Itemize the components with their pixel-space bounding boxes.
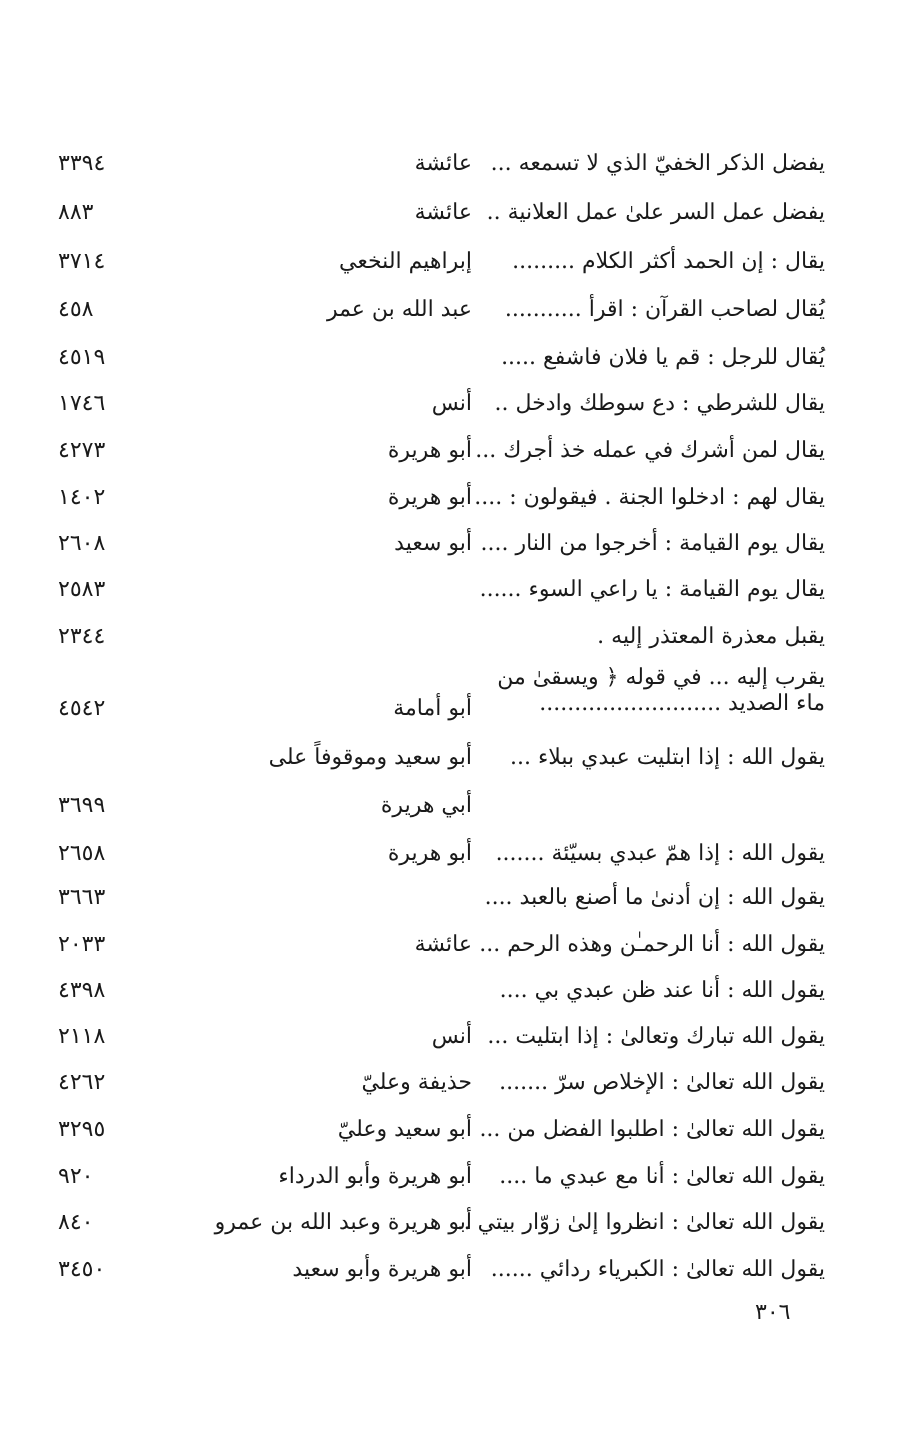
entry-number: ٢٦٠٨ (58, 531, 106, 556)
entry-number: ٣٧١٤ (58, 249, 106, 274)
index-entry (0, 570, 897, 610)
index-entry (0, 878, 897, 918)
entry-text: يقال لمن أشرك في عمله خذ أجرك ... (475, 438, 825, 463)
index-entry (0, 925, 897, 965)
entry-text: يقال يوم القيامة : أخرجوا من النار .... (480, 531, 825, 556)
entry-narrator: حذيفة وعليّ (361, 1070, 472, 1095)
entry-number: ٣٣٩٤ (58, 151, 106, 176)
entry-text: يقول الله تعالىٰ : أنا مع عبدي ما .... (499, 1164, 825, 1189)
entry-number: ٩٢٠ (58, 1164, 94, 1189)
entry-narrator: أبو سعيد (394, 531, 472, 556)
entry-narrator: أبو سعيد وموقوفاً على (268, 745, 472, 770)
entry-number: ٢١١٨ (58, 1024, 106, 1049)
index-entry (0, 478, 897, 518)
entry-narrator: أنس (431, 391, 472, 416)
entry-text: يقبل معذرة المعتذر إليه . (597, 624, 825, 649)
entry-narrator: أبو هريرة (387, 485, 472, 510)
entry-narrator: عبد الله بن عمر (326, 297, 472, 322)
entry-narrator: أبو هريرة (387, 438, 472, 463)
entry-text: يُقال للرجل : قم يا فلان فاشفع ..... (501, 345, 825, 370)
entry-narrator: أبو أمامة (393, 696, 472, 721)
index-entry (0, 338, 897, 378)
entry-number: ٤٥٤٢ (58, 696, 106, 721)
entry-text: يقول الله تعالىٰ : اطلبوا الفضل من ... (479, 1117, 825, 1142)
entry-number: ٢٠٣٣ (58, 932, 106, 957)
entry-narrator: عائشة (414, 932, 472, 957)
entry-number: ٤٢٧٣ (58, 438, 106, 463)
index-entry (0, 971, 897, 1011)
index-entry (0, 384, 897, 424)
index-entry (0, 1110, 897, 1150)
page-number: ٣٠٦ (755, 1300, 791, 1325)
entry-number: ٢٣٤٤ (58, 624, 106, 649)
index-entry (0, 1157, 897, 1197)
index-entry (0, 144, 897, 184)
entry-number: ٤٣٩٨ (58, 978, 106, 1003)
entry-text: يقول الله : إن أدنىٰ ما أصنع بالعبد .... (484, 885, 825, 910)
entry-narrator: عائشة (414, 151, 472, 176)
index-entry (0, 1063, 897, 1103)
index-entry (0, 1203, 897, 1243)
index-entry (0, 242, 897, 282)
entry-text: يقال لهم : ادخلوا الجنة . فيقولون : .... (474, 485, 825, 510)
entry-narrator: أنس (431, 1024, 472, 1049)
entry-narrator: أبو هريرة وأبو الدرداء (278, 1164, 472, 1189)
entry-number: ١٧٤٦ (58, 391, 106, 416)
entry-number: ٣٤٥٠ (58, 1257, 106, 1282)
index-entry (0, 524, 897, 564)
entry-narrator: عائشة (414, 200, 472, 225)
index-entry (0, 738, 897, 778)
index-entry (0, 834, 897, 874)
entry-number: ٣٢٩٥ (58, 1117, 106, 1142)
entry-text: يقول الله تبارك وتعالىٰ : إذا ابتليت ... (487, 1024, 825, 1049)
entry-text: يقول الله : أنا عند ظن عبدي بي .... (499, 978, 825, 1003)
entry-text: يفضل عمل السر علىٰ عمل العلانية .. (486, 200, 825, 225)
index-entry (0, 290, 897, 330)
entry-number: ١٤٠٢ (58, 485, 106, 510)
entry-text: يقال للشرطي : دع سوطك وادخل .. (494, 391, 825, 416)
entry-number: ٢٥٨٣ (58, 577, 106, 602)
index-entry (0, 193, 897, 233)
entry-number: ٨٨٣ (58, 200, 94, 225)
entry-text: يقال يوم القيامة : يا راعي السوء ...... (479, 577, 825, 602)
index-entry (0, 786, 897, 826)
entry-number: ٨٤٠ (58, 1210, 94, 1235)
entry-text: يُقال لصاحب القرآن : اقرأ ........... (504, 297, 825, 322)
entry-text: يقول الله : إذا همّ عبدي بسيّئة ....... (495, 841, 825, 866)
entry-narrator: إبراهيم النخعي (339, 249, 472, 274)
entry-text: يقول الله : أنا الرحمـٰن وهذه الرحم ... (479, 932, 825, 957)
entry-text: يقول الله تعالىٰ : الإخلاص سرّ ....... (499, 1070, 825, 1095)
entry-number: ٤٢٦٢ (58, 1070, 106, 1095)
entry-text: يقول الله : إذا ابتليت عبدي ببلاء ... (509, 745, 825, 770)
entry-narrator: أبو هريرة وعبد الله بن عمرو (214, 1210, 472, 1235)
index-entry (0, 431, 897, 471)
entry-narrator: أبو سعيد وعليّ (337, 1117, 472, 1142)
entry-text: يقول الله تعالىٰ : انظروا إلىٰ زوّار بيتي .. (456, 1210, 825, 1235)
entry-narrator: أبو هريرة وأبو سعيد (292, 1257, 472, 1282)
index-entry (0, 617, 897, 657)
entry-number: ٣٦٩٩ (58, 793, 106, 818)
entry-narrator: أبو هريرة (387, 841, 472, 866)
entry-number: ٣٦٦٣ (58, 885, 106, 910)
entry-narrator: أبي هريرة (380, 793, 472, 818)
entry-text: يقول الله تعالىٰ : الكبرياء ردائي ...... (490, 1257, 825, 1282)
entry-text: يقرب إليه ... في قوله ﴿ ويسقىٰ من ماء الصديد .......................... (497, 665, 825, 716)
entry-number: ٤٥٨ (58, 297, 94, 322)
entry-text: يقال : إن الحمد أكثر الكلام ......... (512, 249, 825, 274)
entry-number: ٤٥١٩ (58, 345, 106, 370)
index-entry (0, 1250, 897, 1290)
entry-number: ٢٦٥٨ (58, 841, 106, 866)
index-entry (0, 665, 897, 725)
entry-text: يفضل الذكر الخفيّ الذي لا تسمعه ... (490, 151, 825, 176)
index-entry (0, 1017, 897, 1057)
